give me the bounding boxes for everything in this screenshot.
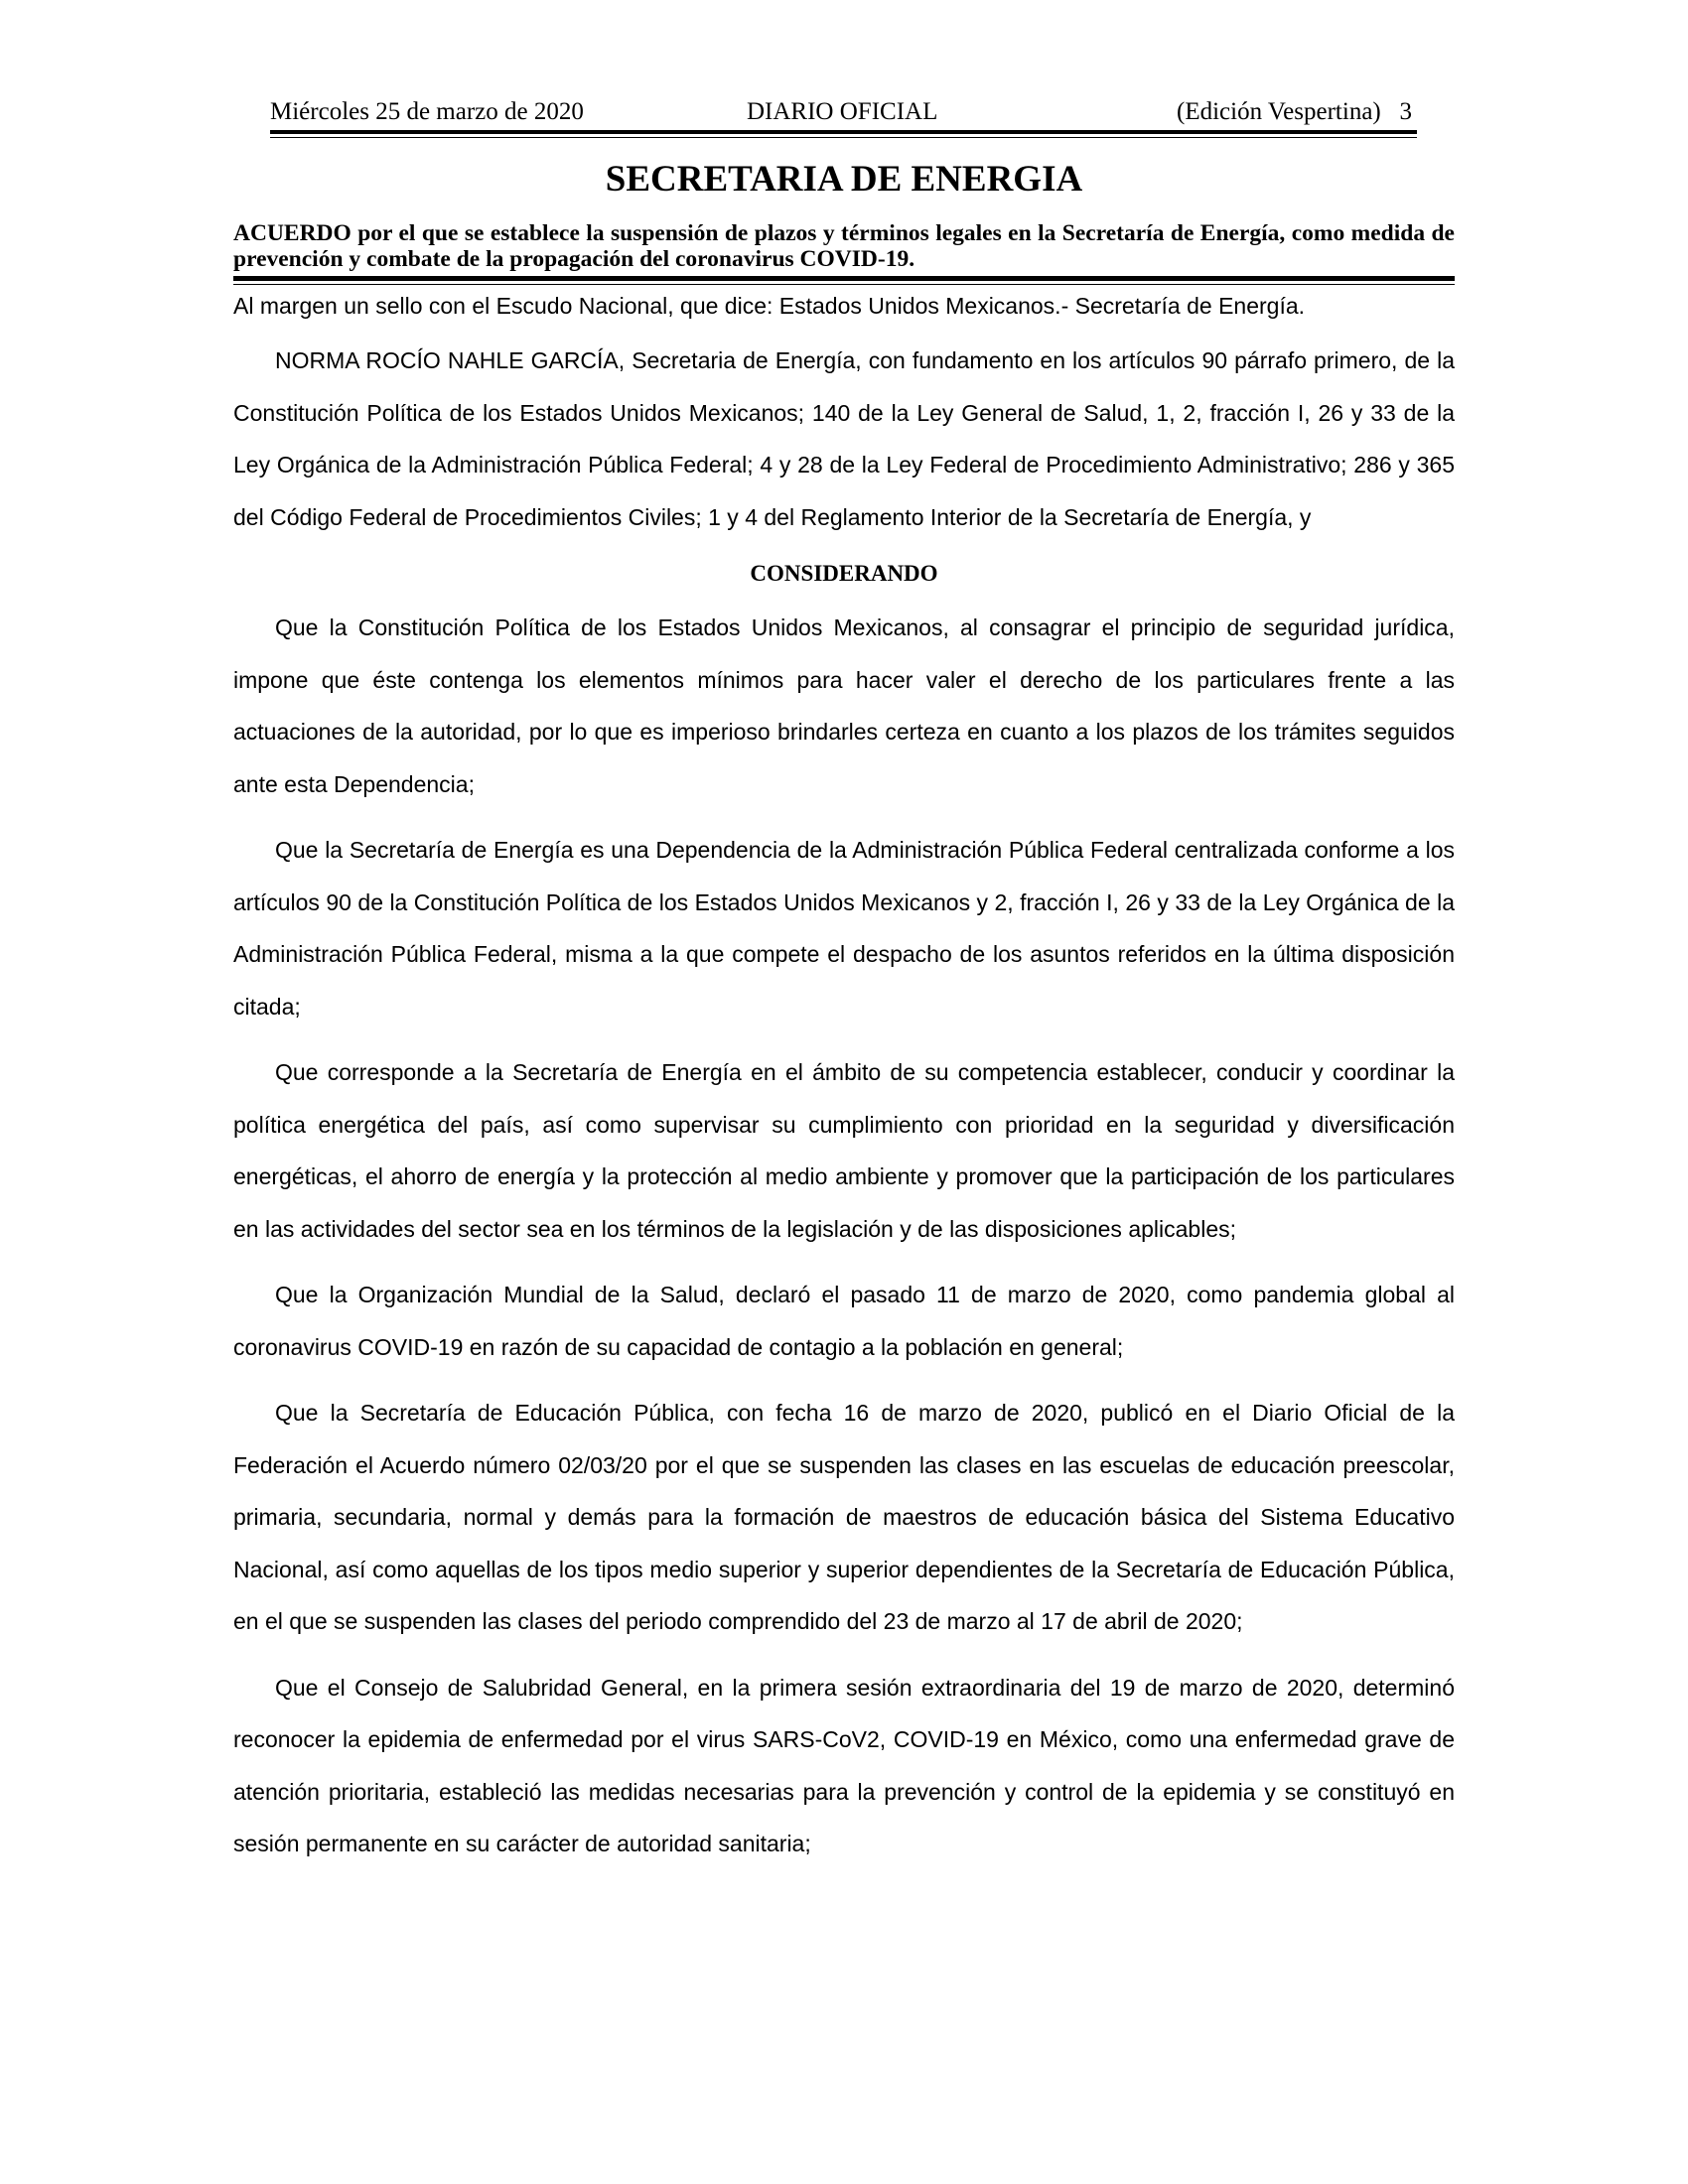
acuerdo-rule <box>233 276 1455 285</box>
margin-note: Al margen un sello con el Escudo Nacional, que dice: Estados Unidos Mexicanos.- Secretaría de Energía. <box>233 293 1306 319</box>
header-edition: (Edición Vespertina) <box>1177 98 1381 125</box>
header-publication: DIARIO OFICIAL <box>747 98 938 125</box>
acuerdo-title: ACUERDO por el que se establece la suspensión de plazos y términos legales en la Secretaría de Energía, como medida de prevención y combate de la propagación del coronavirus COVID-19. <box>233 220 1455 272</box>
considerando-paragraph: Que la Secretaría de Energía es una Dependencia de la Administración Pública Federal centralizada conforme a los artículos 90 de la Constitución Política de los Estados Unidos Mexicanos y 2, fracción I, 26 y 33 de la Ley Orgánica de la Administración Pública Federal, misma a la que compete el despacho de los asuntos referidos en la última disposición citada; <box>233 837 1455 1020</box>
considerando-paragraph: Que la Secretaría de Educación Pública, con fecha 16 de marzo de 2020, publicó en el Diario Oficial de la Federación el Acuerdo número 02/03/20 por el que se suspenden las clases en las escuelas de educación preescolar, primaria, secundaria, normal y demás para la formación de maestros de educación básica del Sistema Educativo Nacional, así como aquellas de los tipos medio superior y superior dependientes de la Secretaría de Educación Pública, en el que se suspenden las clases del periodo comprendido del 23 de marzo al 17 de abril de 2020; <box>233 1400 1455 1634</box>
considerando-paragraph: Que el Consejo de Salubridad General, en la primera sesión extraordinaria del 19 de marzo de 2020, determinó reconocer la epidemia de enfermedad por el virus SARS-CoV2, COVID-19 en México, como una enfermedad grave de atención prioritaria, estableció las medidas necesarias para la prevención y control de la epidemia y se constituyó en sesión permanente en su carácter de autoridad sanitaria; <box>233 1674 1455 1856</box>
considerando-paragraph: Que corresponde a la Secretaría de Energía en el ámbito de su competencia establecer, conducir y coordinar la política energética del país, así como supervisar su cumplimiento con prioridad en la seguridad y diversificación energéticas, el ahorro de energía y la protección al medio ambiente y promover que la participación de los particulares en las actividades del sector sea en los términos de la legislación y de las disposiciones aplicables; <box>233 1059 1455 1242</box>
header-date: Miércoles 25 de marzo de 2020 <box>270 98 584 125</box>
considerando-paragraph: Que la Organización Mundial de la Salud, declaró el pasado 11 de marzo de 2020, como pandemia global al coronavirus COVID-19 en razón de su capacidad de contagio a la población en general; <box>233 1282 1455 1360</box>
considerando-paragraph: Que la Constitución Política de los Estados Unidos Mexicanos, al consagrar el principio de seguridad jurídica, impone que éste contenga los elementos mínimos para hacer valer el derecho de los particulares frente a las actuaciones de la autoridad, por lo que es imperioso brindarles certeza en cuanto a los plazos de los trámites seguidos ante esta Dependencia; <box>233 614 1455 797</box>
preamble-paragraph: NORMA ROCÍO NAHLE GARCÍA, Secretaria de Energía, con fundamento en los artículos 90 párrafo primero, de la Constitución Política de los Estados Unidos Mexicanos; 140 de la Ley General de Salud, 1, 2, fracción I, 26 y 33 de la Ley Orgánica de la Administración Pública Federal; 4 y 28 de la Ley Federal de Procedimiento Administrativo; 286 y 365 del Código Federal de Procedimientos Civiles; 1 y 4 del Reglamento Interior de la Secretaría de Energía, y <box>233 347 1455 530</box>
considerando-heading: CONSIDERANDO <box>750 561 938 586</box>
page-number: 3 <box>1399 98 1412 125</box>
header-edition-page <box>1177 95 1412 129</box>
header-rule <box>270 130 1417 138</box>
section-title: SECRETARIA DE ENERGIA <box>605 159 1083 200</box>
running-header <box>270 95 1412 129</box>
document-body <box>233 288 1455 1870</box>
